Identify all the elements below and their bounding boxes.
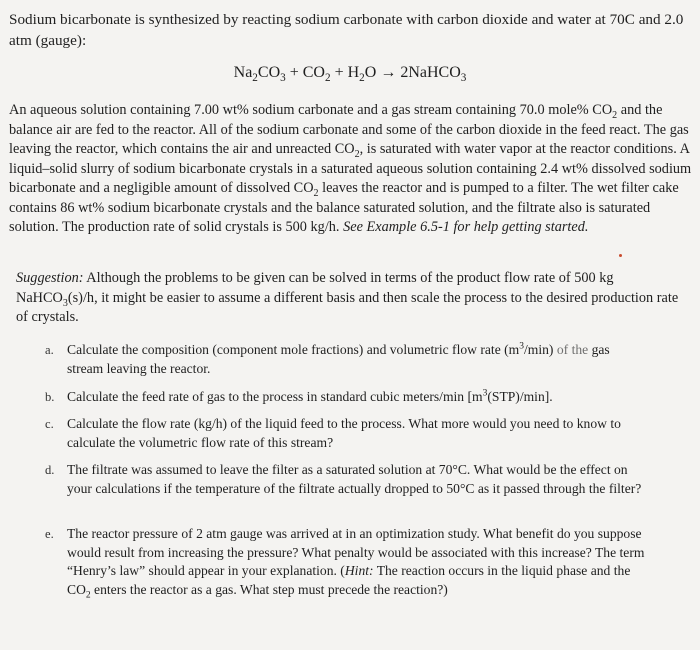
eq-nahco-sub: 3: [460, 72, 467, 85]
question-d-letter: d.: [45, 463, 55, 477]
question-e-text-1: The reactor pressure of 2 atm gauge was arrived at in an optimization study. What benefit do you suppose would result from increasing the pressure? What penalty would be associated with this increase? The term “Henry’s law” should appear in your explanation. (: [67, 526, 645, 579]
intro-paragraph: [9, 9, 689, 51]
eq-na-sub: 2: [252, 72, 258, 85]
problem-text-3: , is saturated with water vapor at the reactor conditions. A liquid–solid slurry of sodium bicarbonate crystals in a saturated aqueous solution containing 2.4 wt% dissolved sodium bicarbonate and a negligible amount of dissolved CO: [9, 141, 692, 196]
question-c-text: Calculate the flow rate (kg/h) of the liquid feed to the process. What more would you need to know to calculate the volumetric flow rate of this stream?: [67, 416, 621, 450]
question-c: [45, 415, 645, 452]
question-a-sup: 3: [519, 341, 524, 352]
question-d: [45, 461, 645, 498]
eq-na: Na: [233, 64, 253, 81]
suggestion-sub: 3: [62, 297, 68, 309]
eq-o: O: [364, 64, 377, 81]
eq-co3: CO: [257, 64, 281, 81]
suggestion-label: Suggestion:: [16, 270, 84, 286]
question-e-letter: e.: [45, 527, 54, 541]
problem-co2-a-sub: 2: [612, 109, 618, 121]
see-example-link: See Example 6.5-1 for help getting started.: [343, 219, 589, 235]
eq-h-sub: 2: [359, 72, 365, 85]
question-c-letter: c.: [45, 417, 54, 431]
question-b-sup: 3: [482, 388, 488, 399]
reaction-equation: [0, 62, 700, 84]
question-a-letter: a.: [45, 343, 54, 357]
eq-h: H: [347, 64, 360, 81]
question-e-hint: Hint:: [344, 563, 374, 579]
question-a-text-3: gas stream leaving the reactor.: [67, 342, 610, 376]
question-a-text-1: Calculate the composition (component mole fractions) and volumetric flow rate (m: [67, 342, 520, 357]
intro-text: Sodium bicarbonate is synthesized by reacting sodium carbonate with carbon dioxide and water at 70C and 2.0 atm (gauge):: [9, 11, 684, 49]
question-a: [45, 341, 645, 378]
question-a-faint: of the: [553, 342, 589, 357]
problem-line-1: An aqueous solution containing 7.00 wt% sodium carbonate and a gas stream containing 70.0 mole%: [9, 102, 589, 118]
suggestion-text-1: Although the problems to be given can be solved in terms of the product flow rate of 500 kg NaHCO: [16, 270, 614, 306]
question-b-text-1: Calculate the feed rate of gas to the process in standard cubic meters/min [m: [67, 389, 483, 404]
problem-text-2: and the balance air are fed to the reactor. All of the sodium carbonate and some of the carbon dioxide in the feed react. The gas leaving the reactor, which contains the air and unreacted CO: [9, 102, 689, 157]
eq-plus-2: +: [334, 64, 344, 81]
question-a-text-2: /min): [524, 342, 554, 357]
question-b: [45, 388, 645, 407]
question-d-text: The filtrate was assumed to leave the filter as a saturated solution at 70°C. What would be the effect on your calculations if the temperature of the filtrate actually dropped to 50°C as it passed through the filter?: [67, 462, 642, 496]
question-e-sub: 2: [85, 590, 91, 601]
problem-co2-b-sub: 2: [354, 148, 360, 160]
eq-nahco: 2NaHCO: [400, 64, 461, 81]
problem-co2-a: CO: [592, 102, 613, 118]
problem-statement: [9, 101, 693, 238]
eq-arrow: →: [380, 64, 397, 81]
red-mark-icon: [619, 254, 622, 257]
question-e: [45, 525, 645, 599]
problem-text-4: leaves the reactor and is pumped to a filter. The wet filter cake contains 86 wt% sodium bicarbonate crystals and the balance saturated solution, and the filtrate also is saturated solution. The production rate of solid crystals is 500 kg/h.: [9, 180, 679, 235]
problem-co2-c-sub: 2: [313, 187, 319, 199]
eq-co3-sub: 3: [280, 72, 286, 85]
question-e-text-2: The reaction occurs in the liquid phase and the CO: [67, 563, 631, 597]
question-b-letter: b.: [45, 390, 55, 404]
eq-co2: CO: [302, 64, 325, 81]
eq-plus-1: +: [289, 64, 299, 81]
question-b-text-2: (STP)/min].: [487, 389, 553, 404]
eq-co2-sub: 2: [324, 72, 331, 85]
suggestion-text-2: (s)/h, it might be easier to assume a different basis and then scale the process to the desired production rate of crystals.: [16, 289, 679, 325]
suggestion-paragraph: [16, 269, 692, 328]
question-e-text-3: enters the reactor as a gas. What step must precede the reaction?): [90, 581, 448, 597]
